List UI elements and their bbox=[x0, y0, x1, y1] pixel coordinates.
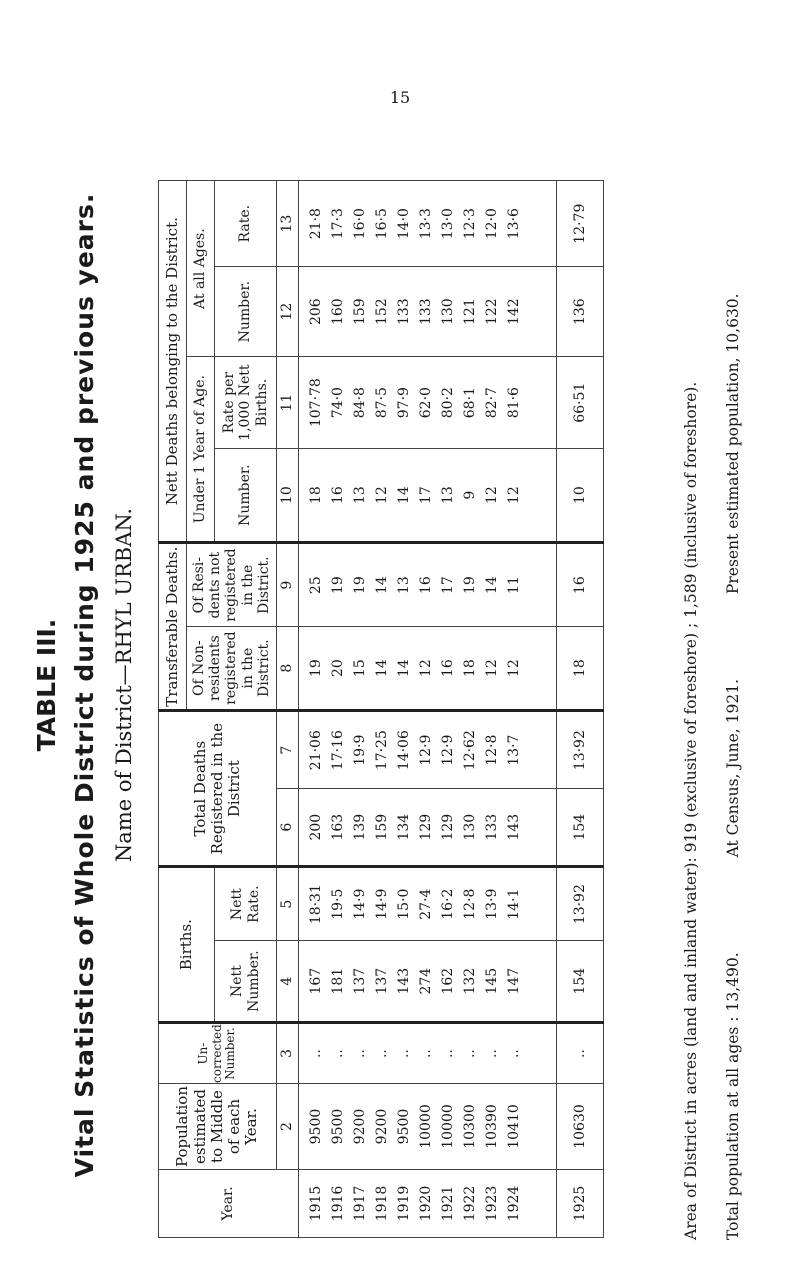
table-cell: 11 bbox=[506, 576, 522, 595]
col-number: 4 bbox=[277, 941, 299, 1023]
header-at-all-ages: At all Ages. bbox=[187, 181, 215, 357]
table-cell: 129 bbox=[418, 813, 434, 841]
vital-statistics-table bbox=[158, 180, 604, 1238]
table-cell: 12·9 bbox=[440, 734, 456, 766]
table-cell: 17·16 bbox=[330, 730, 346, 771]
table-cell: 1915 bbox=[308, 1185, 324, 1222]
births-rate-column bbox=[299, 867, 557, 941]
header-transferable: Transferable Deaths. bbox=[159, 543, 187, 711]
table-cell: 1922 bbox=[462, 1185, 478, 1222]
uncorrected-column bbox=[299, 1023, 557, 1084]
table-cell: 14 bbox=[396, 486, 412, 505]
table-cell: 12 bbox=[506, 659, 522, 678]
table-cell: 10410 bbox=[506, 1104, 522, 1149]
rotated-page-content bbox=[30, 60, 770, 1240]
table-cell: 160 bbox=[330, 298, 346, 326]
table-cell: 9500 bbox=[330, 1108, 346, 1145]
table-cell: 14 bbox=[374, 576, 390, 595]
table-cell: 133 bbox=[418, 298, 434, 326]
table-cell: 130 bbox=[462, 813, 478, 841]
table-cell: 17 bbox=[418, 486, 434, 505]
table-cell: 18·31 bbox=[308, 884, 324, 925]
header-year: Year. bbox=[159, 1170, 299, 1238]
table-cell: 19·5 bbox=[330, 888, 346, 920]
table-cell: 84·8 bbox=[352, 387, 368, 419]
cell-population: 10630 bbox=[557, 1084, 604, 1170]
table-cell: 16 bbox=[440, 659, 456, 678]
table-cell: 163 bbox=[330, 813, 346, 841]
table-cell: .. bbox=[484, 1049, 500, 1059]
header-total-deaths: Total Deaths Registered in the District bbox=[159, 711, 277, 867]
table-cell: 142 bbox=[506, 298, 522, 326]
table-cell: 12 bbox=[484, 486, 500, 505]
col-number: 12 bbox=[277, 267, 299, 357]
table-cell: 152 bbox=[374, 298, 390, 326]
table-cell: 10390 bbox=[484, 1104, 500, 1149]
table-cell: 159 bbox=[352, 298, 368, 326]
table-cell: .. bbox=[506, 1049, 522, 1059]
table-cell: 12 bbox=[484, 659, 500, 678]
u1-rate-column bbox=[299, 357, 557, 449]
header-nett-deaths: Nett Deaths belonging to the District. bbox=[159, 181, 187, 543]
cell-birth-rate: 13·92 bbox=[557, 867, 604, 941]
table-cell: 143 bbox=[506, 813, 522, 841]
table-cell: 13 bbox=[440, 486, 456, 505]
col-number: 9 bbox=[277, 543, 299, 627]
table-cell: 137 bbox=[352, 967, 368, 995]
table-cell: 107·78 bbox=[308, 378, 324, 428]
table-cell: 167 bbox=[308, 967, 324, 995]
table-cell: 12·8 bbox=[462, 888, 478, 920]
table-cell: 162 bbox=[440, 967, 456, 995]
table-cell: 13·9 bbox=[484, 888, 500, 920]
table-cell: 62·0 bbox=[418, 387, 434, 419]
header-births-rate bbox=[215, 867, 277, 941]
page-number: 15 bbox=[389, 88, 411, 107]
header-births: Births. bbox=[159, 867, 215, 1023]
table-cell: 21·8 bbox=[308, 208, 324, 240]
table-cell: 1918 bbox=[374, 1185, 390, 1222]
table-cell: 13·6 bbox=[506, 208, 522, 240]
table-cell: 9500 bbox=[308, 1108, 324, 1145]
footnote-population bbox=[724, 80, 742, 1240]
total-deaths-number-column bbox=[299, 789, 557, 867]
cell-deaths-number: 154 bbox=[557, 789, 604, 867]
header-nett: Nett bbox=[229, 965, 246, 998]
table-cell: 13·3 bbox=[418, 208, 434, 240]
table-cell: 9 bbox=[462, 490, 478, 500]
table-cell: 27·4 bbox=[418, 888, 434, 920]
header-non-residents: Of Non- residents registered in the District. bbox=[187, 627, 277, 711]
cell-all-rate: 12·79 bbox=[557, 181, 604, 267]
header-u1-rate: Rate per 1,000 Nett Births. bbox=[215, 357, 277, 449]
table-cell: 13 bbox=[352, 486, 368, 505]
col-number: 13 bbox=[277, 181, 299, 267]
cell-u1-number: 10 bbox=[557, 449, 604, 543]
table-cell: 18 bbox=[308, 486, 324, 505]
header-rate: Rate. bbox=[245, 885, 262, 923]
table-cell: .. bbox=[396, 1049, 412, 1059]
table-cell: .. bbox=[308, 1049, 324, 1059]
table-cell: 122 bbox=[484, 298, 500, 326]
table-cell: 1921 bbox=[440, 1185, 456, 1222]
table-cell: 133 bbox=[484, 813, 500, 841]
cell-year: 1925 bbox=[557, 1170, 604, 1238]
table-cell: 145 bbox=[484, 967, 500, 995]
table-cell: 15·0 bbox=[396, 888, 412, 920]
table-cell: 14 bbox=[396, 659, 412, 678]
table-cell: .. bbox=[352, 1049, 368, 1059]
footnote-area-label: Area of District in acres (land and inland water): bbox=[682, 857, 700, 1240]
table-cell: .. bbox=[330, 1049, 346, 1059]
table-cell: 17 bbox=[440, 576, 456, 595]
cell-all-number: 136 bbox=[557, 267, 604, 357]
data-body bbox=[299, 181, 557, 1238]
footnote-present-pop: Present estimated population, 10,630. bbox=[724, 293, 742, 595]
table-cell: 132 bbox=[462, 967, 478, 995]
cell-non-residents: 18 bbox=[557, 627, 604, 711]
u1-number-column bbox=[299, 449, 557, 543]
table-cell: 139 bbox=[352, 813, 368, 841]
table-cell: 16 bbox=[330, 486, 346, 505]
table-cell: 10300 bbox=[462, 1104, 478, 1149]
header-uncorrected: Un- corrected Number. bbox=[159, 1023, 277, 1084]
table-cell: 12·9 bbox=[418, 734, 434, 766]
table-cell: 137 bbox=[374, 967, 390, 995]
table-cell: 12·3 bbox=[462, 208, 478, 240]
table-label: TABLE III. bbox=[32, 618, 61, 752]
table-cell: 97·9 bbox=[396, 387, 412, 419]
table-title: Vital Statistics of Whole District during 1925 and previous years. bbox=[70, 192, 99, 1178]
footnote-total-pop-value: 13,490. bbox=[724, 952, 742, 1012]
cell-residents-not: 16 bbox=[557, 543, 604, 627]
table-cell: 1916 bbox=[330, 1185, 346, 1222]
table-cell: 16·2 bbox=[440, 888, 456, 920]
col-number: 3 bbox=[277, 1023, 299, 1084]
table-cell: 130 bbox=[440, 298, 456, 326]
table-cell: .. bbox=[374, 1049, 390, 1059]
table-cell: 14·9 bbox=[352, 888, 368, 920]
table-cell: 16·0 bbox=[352, 208, 368, 240]
table-cell: 14 bbox=[484, 576, 500, 595]
table-cell: 15 bbox=[352, 659, 368, 678]
footnote-area-value: 919 (exclusive of foreshore) ; 1,589 (inclusive of foreshore). bbox=[682, 381, 700, 853]
cell-uncorrected: .. bbox=[557, 1023, 604, 1084]
table-cell: 87·5 bbox=[374, 387, 390, 419]
table-cell: 1919 bbox=[396, 1185, 412, 1222]
non-residents-column bbox=[299, 627, 557, 711]
table-cell: 19 bbox=[462, 576, 478, 595]
table-cell: 17·3 bbox=[330, 208, 346, 240]
table-cell: 25 bbox=[308, 576, 324, 595]
births-number-column bbox=[299, 941, 557, 1023]
header-nett: Nett bbox=[229, 888, 246, 921]
cell-deaths-rate: 13·92 bbox=[557, 711, 604, 789]
header-births-number bbox=[215, 941, 277, 1023]
table-cell: 274 bbox=[418, 967, 434, 995]
table-cell: .. bbox=[440, 1049, 456, 1059]
table-cell: 10000 bbox=[440, 1104, 456, 1149]
table-cell: 9200 bbox=[374, 1108, 390, 1145]
table-cell: 13·0 bbox=[440, 208, 456, 240]
table-cell: 129 bbox=[440, 813, 456, 841]
residents-not-column bbox=[299, 543, 557, 627]
table-cell: 21·06 bbox=[308, 730, 324, 771]
table-cell: 20 bbox=[330, 659, 346, 678]
table-cell: 1920 bbox=[418, 1185, 434, 1222]
table-cell: 121 bbox=[462, 298, 478, 326]
table-cell: 19·9 bbox=[352, 734, 368, 766]
table-cell: 12 bbox=[506, 486, 522, 505]
col-number: 7 bbox=[277, 711, 299, 789]
table-cell: 12·62 bbox=[462, 730, 478, 771]
table-cell: 134 bbox=[396, 813, 412, 841]
header-u1-number: Number. bbox=[215, 449, 277, 543]
col-number: 2 bbox=[277, 1084, 299, 1170]
table-cell: 13 bbox=[396, 576, 412, 595]
header-all-number: Number. bbox=[215, 267, 277, 357]
all-ages-rate-column bbox=[299, 181, 557, 267]
col-number: 8 bbox=[277, 627, 299, 711]
table-cell: 19 bbox=[330, 576, 346, 595]
table-cell: 16·5 bbox=[374, 208, 390, 240]
footnote-census: At Census, June, 1921. bbox=[724, 679, 742, 858]
table-cell: 12 bbox=[418, 659, 434, 678]
table-cell: 82·7 bbox=[484, 387, 500, 419]
col-number: 5 bbox=[277, 867, 299, 941]
table-cell: .. bbox=[462, 1049, 478, 1059]
table-cell: 200 bbox=[308, 813, 324, 841]
table-cell: 17·25 bbox=[374, 730, 390, 771]
table-cell: 181 bbox=[330, 967, 346, 995]
table-cell: 159 bbox=[374, 813, 390, 841]
table-cell: 10000 bbox=[418, 1104, 434, 1149]
table-cell: 206 bbox=[308, 298, 324, 326]
footnote-area bbox=[682, 80, 700, 1240]
table-cell: 14·1 bbox=[506, 888, 522, 920]
footnote-total-pop-label: Total population at all ages : bbox=[724, 1016, 742, 1240]
header-population: Population estimated to Middle of each Year. bbox=[159, 1084, 277, 1170]
summary-row-1925 bbox=[557, 181, 604, 1238]
col-number: 6 bbox=[277, 789, 299, 867]
table-cell: 14·06 bbox=[396, 730, 412, 771]
all-ages-number-column bbox=[299, 267, 557, 357]
cell-u1-rate: 66·51 bbox=[557, 357, 604, 449]
table-cell: 12·8 bbox=[484, 734, 500, 766]
table-cell: 18 bbox=[462, 659, 478, 678]
table-cell: 133 bbox=[396, 298, 412, 326]
table-cell: 80·2 bbox=[440, 387, 456, 419]
header-all-rate: Rate. bbox=[215, 181, 277, 267]
table-cell: 16 bbox=[418, 576, 434, 595]
table-cell: 14·9 bbox=[374, 888, 390, 920]
table-cell: 14 bbox=[374, 659, 390, 678]
table-cell: 81·6 bbox=[506, 387, 522, 419]
table-cell: 1924 bbox=[506, 1185, 522, 1222]
table-cell: .. bbox=[418, 1049, 434, 1059]
table-cell: 19 bbox=[352, 576, 368, 595]
table-cell: 74·0 bbox=[330, 387, 346, 419]
table-cell: 68·1 bbox=[462, 387, 478, 419]
table-cell: 9500 bbox=[396, 1108, 412, 1145]
year-column bbox=[299, 1170, 557, 1238]
table-cell: 19 bbox=[308, 659, 324, 678]
cell-birth-number: 154 bbox=[557, 941, 604, 1023]
col-number: 10 bbox=[277, 449, 299, 543]
table-cell: 13·7 bbox=[506, 734, 522, 766]
table-cell: 12·0 bbox=[484, 208, 500, 240]
table-cell: 143 bbox=[396, 967, 412, 995]
table-cell: 9200 bbox=[352, 1108, 368, 1145]
population-column bbox=[299, 1084, 557, 1170]
table-cell: 12 bbox=[374, 486, 390, 505]
col-number: 11 bbox=[277, 357, 299, 449]
table-cell: 1917 bbox=[352, 1185, 368, 1222]
total-deaths-rate-column bbox=[299, 711, 557, 789]
district-name: Name of District—RHYL URBAN. bbox=[112, 507, 136, 863]
table-cell: 14·0 bbox=[396, 208, 412, 240]
header-number: Number. bbox=[245, 950, 262, 1012]
header-under-1-year: Under 1 Year of Age. bbox=[187, 357, 215, 543]
header-residents-not-registered: Of Resi- dents not registered in the District. bbox=[187, 543, 277, 627]
table-cell: 1923 bbox=[484, 1185, 500, 1222]
table-cell: 147 bbox=[506, 967, 522, 995]
